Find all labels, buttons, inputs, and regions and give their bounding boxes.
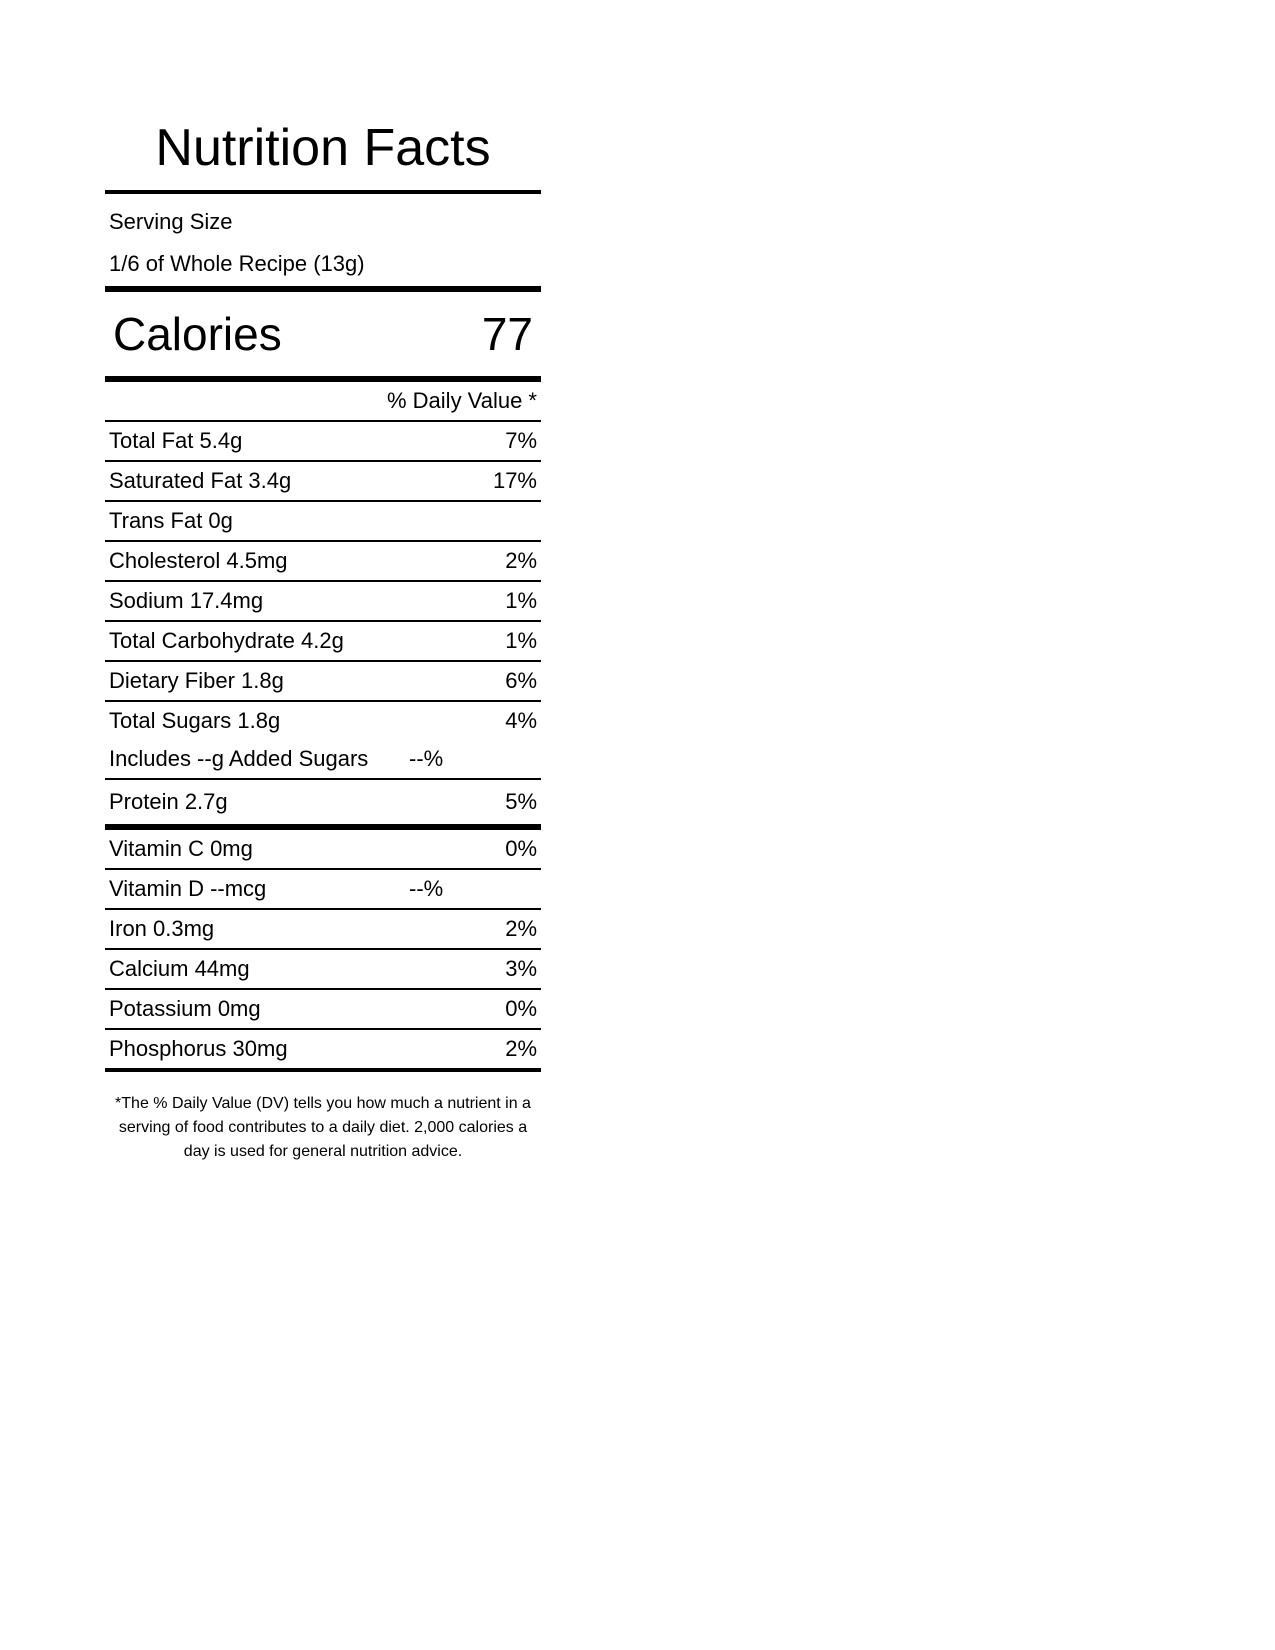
- nutrient-name: Trans Fat 0g: [109, 508, 233, 533]
- nutrient-row-saturated-fat: [105, 462, 541, 500]
- vitamin-name: Phosphorus 30mg: [109, 1036, 288, 1061]
- nutrient-daily-value: 4%: [505, 708, 537, 733]
- nutrient-row-trans-fat: [105, 502, 541, 540]
- nutrient-daily-value: 17%: [492, 468, 537, 493]
- nutrient-name: Dietary Fiber 1.8g: [109, 668, 284, 693]
- calories-label: Calories: [113, 308, 282, 360]
- nutrient-row-added-sugars: [105, 740, 541, 778]
- daily-value-footnote: *The % Daily Value (DV) tells you how much a nutrient in a serving of food contributes to a daily diet. 2,000 calories a day is used for general nutrition advice.: [115, 1095, 531, 1160]
- vitamin-name: Iron 0.3mg: [109, 916, 215, 941]
- vitamin-daily-value: 0%: [505, 836, 537, 861]
- vitamin-row-iron: [105, 910, 541, 948]
- divider: [105, 190, 541, 194]
- nutrient-daily-value: 2%: [505, 548, 537, 573]
- nutrient-row-total-carbohydrate: [105, 622, 541, 660]
- calories-row: [105, 292, 541, 376]
- nutrient-name: Total Sugars 1.8g: [109, 708, 281, 733]
- vitamin-row-vitamin-c: [105, 830, 541, 868]
- vitamin-daily-value: 2%: [505, 1036, 537, 1061]
- vitamin-name: Vitamin C 0mg: [109, 836, 253, 861]
- nutrient-row-protein: [105, 780, 541, 824]
- nutrient-name: Total Carbohydrate 4.2g: [109, 628, 344, 653]
- nutrient-row-total-fat: [105, 422, 541, 460]
- nutrient-name: Total Fat 5.4g: [109, 428, 243, 453]
- label-title: Nutrition Facts: [155, 119, 491, 177]
- nutrient-row-sodium: [105, 582, 541, 620]
- vitamin-daily-value: 3%: [505, 956, 537, 981]
- daily-value-header: % Daily Value *: [387, 388, 537, 413]
- nutrient-name: Saturated Fat 3.4g: [109, 468, 292, 493]
- vitamin-row-potassium: [105, 990, 541, 1028]
- nutrient-name: Protein 2.7g: [109, 789, 228, 814]
- vitamin-row-calcium: [105, 950, 541, 988]
- nutrient-row-total-sugars: [105, 702, 541, 740]
- nutrient-row-cholesterol: [105, 542, 541, 580]
- vitamin-row-vitamin-d: [105, 870, 541, 908]
- calories-value: 77: [481, 308, 533, 360]
- serving-size-value: 1/6 of Whole Recipe (13g): [109, 251, 365, 276]
- vitamin-daily-value: --%: [409, 876, 444, 901]
- nutrient-daily-value: 7%: [505, 428, 537, 453]
- vitamin-daily-value: 0%: [505, 996, 537, 1021]
- serving-size-label: Serving Size: [109, 209, 233, 234]
- nutrient-daily-value: 1%: [505, 628, 537, 653]
- nutrient-name: Sodium 17.4mg: [109, 588, 264, 613]
- vitamin-name: Calcium 44mg: [109, 956, 250, 981]
- nutrient-daily-value: --%: [409, 746, 444, 771]
- vitamin-name: Vitamin D --mcg: [109, 876, 267, 901]
- nutrient-daily-value: 6%: [505, 668, 537, 693]
- divider: [105, 1068, 541, 1072]
- nutrient-daily-value: 5%: [505, 789, 537, 814]
- nutrient-name: Cholesterol 4.5mg: [109, 548, 288, 573]
- nutrient-row-dietary-fiber: [105, 662, 541, 700]
- nutrient-daily-value: 1%: [505, 588, 537, 613]
- nutrition-facts-label: [105, 118, 541, 1164]
- vitamin-daily-value: 2%: [505, 916, 537, 941]
- vitamin-name: Potassium 0mg: [109, 996, 261, 1021]
- nutrient-name: Includes --g Added Sugars: [109, 746, 369, 771]
- vitamin-row-phosphorus: [105, 1030, 541, 1068]
